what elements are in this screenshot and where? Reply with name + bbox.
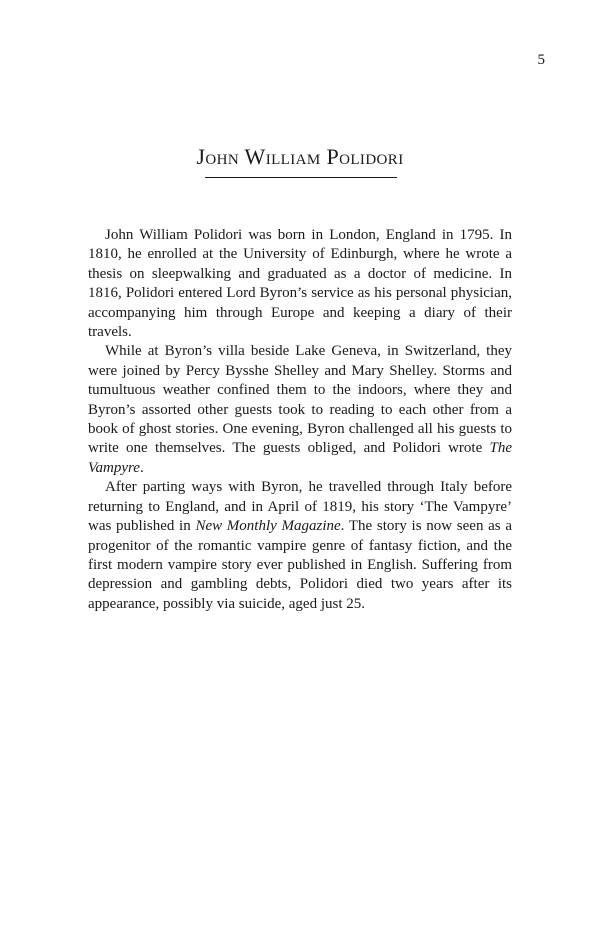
paragraph-3-text-end: . The story is now seen as a progenitor of the romantic vampire genre of fantasy fiction, and the first modern vampire story ever published in English. Suffering from depression and gambling debts, Polidori died two years after its appearance, possibly via suicide, aged just 25. bbox=[88, 518, 512, 612]
paragraph-2-text-end: . bbox=[139, 459, 144, 476]
body-text bbox=[88, 226, 512, 614]
paragraph-3-text-start: After parting ways with Byron, he travelled through Italy before returning to England, and in April of 1819, his story ‘The Vampyre’ was published in bbox=[88, 479, 512, 535]
title-underline-rule bbox=[205, 177, 397, 178]
paragraph-2-text-start: While at Byron’s villa beside Lake Geneva, in Switzerland, they were joined by Percy Bysshe Shelley and Mary Shelley. Storms and tumultuous weather confined them to the indoors, where they and Byron’s assorted other guests took to reading to each other from a book of ghost stories. One evening, Byron challenged all his guests to write one themselves. The guests obliged, and Polidori wrote bbox=[88, 343, 512, 457]
chapter-title: John William Polidori bbox=[196, 144, 404, 169]
magazine-title-italic: New Monthly Magazine bbox=[195, 518, 341, 535]
paragraph-1: John William Polidori was born in London, England in 1795. In 1810, he enrolled at the University of Edinburgh, where he wrote a thesis on sleepwalking and graduated as a doctor of medicine. In 1816, Polidori entered Lord Byron’s service as his personal physician, accompanying him through Europe and keeping a diary of their travels. bbox=[88, 227, 512, 341]
page-number: 5 bbox=[537, 52, 545, 68]
book-title-italic: The Vampyre bbox=[88, 440, 512, 476]
paragraph-3 bbox=[88, 478, 512, 614]
paragraph-2 bbox=[88, 342, 512, 478]
